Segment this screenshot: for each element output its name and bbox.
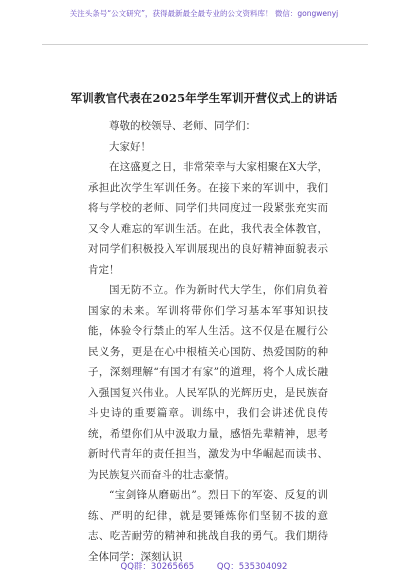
paragraph-1: 在这盛夏之日，非常荣幸与大家相聚在X大学，承担此次学生军训任务。在接下来的军训中，我们将与学校的老师、同学们共同度过一段紧张充实而又令人难忘的军训生活。在此，我代表全体教官，对同学们积极投入军训展现出的良好精神面貌表示肯定！ bbox=[88, 161, 328, 276]
paragraph-3: “宝剑锋从磨砺出”。烈日下的军姿、反复的训练、严明的纪律，就是要锤炼你们坚韧不拔的意志、吃苦耐劳的精神和挑战自我的勇气。我们期待全体同学：深刻认识 bbox=[88, 489, 328, 563]
greeting: 大家好！ bbox=[109, 140, 151, 153]
footer-qq: QQ：535304092 bbox=[216, 562, 288, 572]
header-divider bbox=[42, 44, 368, 45]
footer bbox=[0, 560, 408, 572]
footer-qq-group: QQ群：30265665 bbox=[120, 562, 195, 572]
header-banner: 关注头条号“公文研究”，获得最新最全最专业的公文资料库！ 微信：gongwenyj bbox=[69, 9, 339, 18]
document-title: 军训教官代表在2025年学生军训开营仪式上的讲话 bbox=[70, 91, 338, 105]
salutation: 尊敬的校领导、老师、同学们： bbox=[109, 120, 256, 132]
paragraph-2: 国无防不立。作为新时代大学生，你们肩负着国家的未来。军训将带你们学习基本军事知识技能，体验令行禁止的军人生活。这不仅是在履行公民义务，更是在心中根植关心国防、热爱国防的种子，深刻理解“有国才有家”的道理，将个人成长融入强国复兴伟业。人民军队的光辉历史，是民族奋斗史诗的重要篇章。训练中，我们会讲述优良传统，希望你们从中汲取力量，感悟先辈精神，思考新时代青年的责任担当，激发为中华崛起而读书、为民族复兴而奋斗的壮志豪情。 bbox=[88, 284, 328, 481]
document-body bbox=[88, 116, 328, 567]
